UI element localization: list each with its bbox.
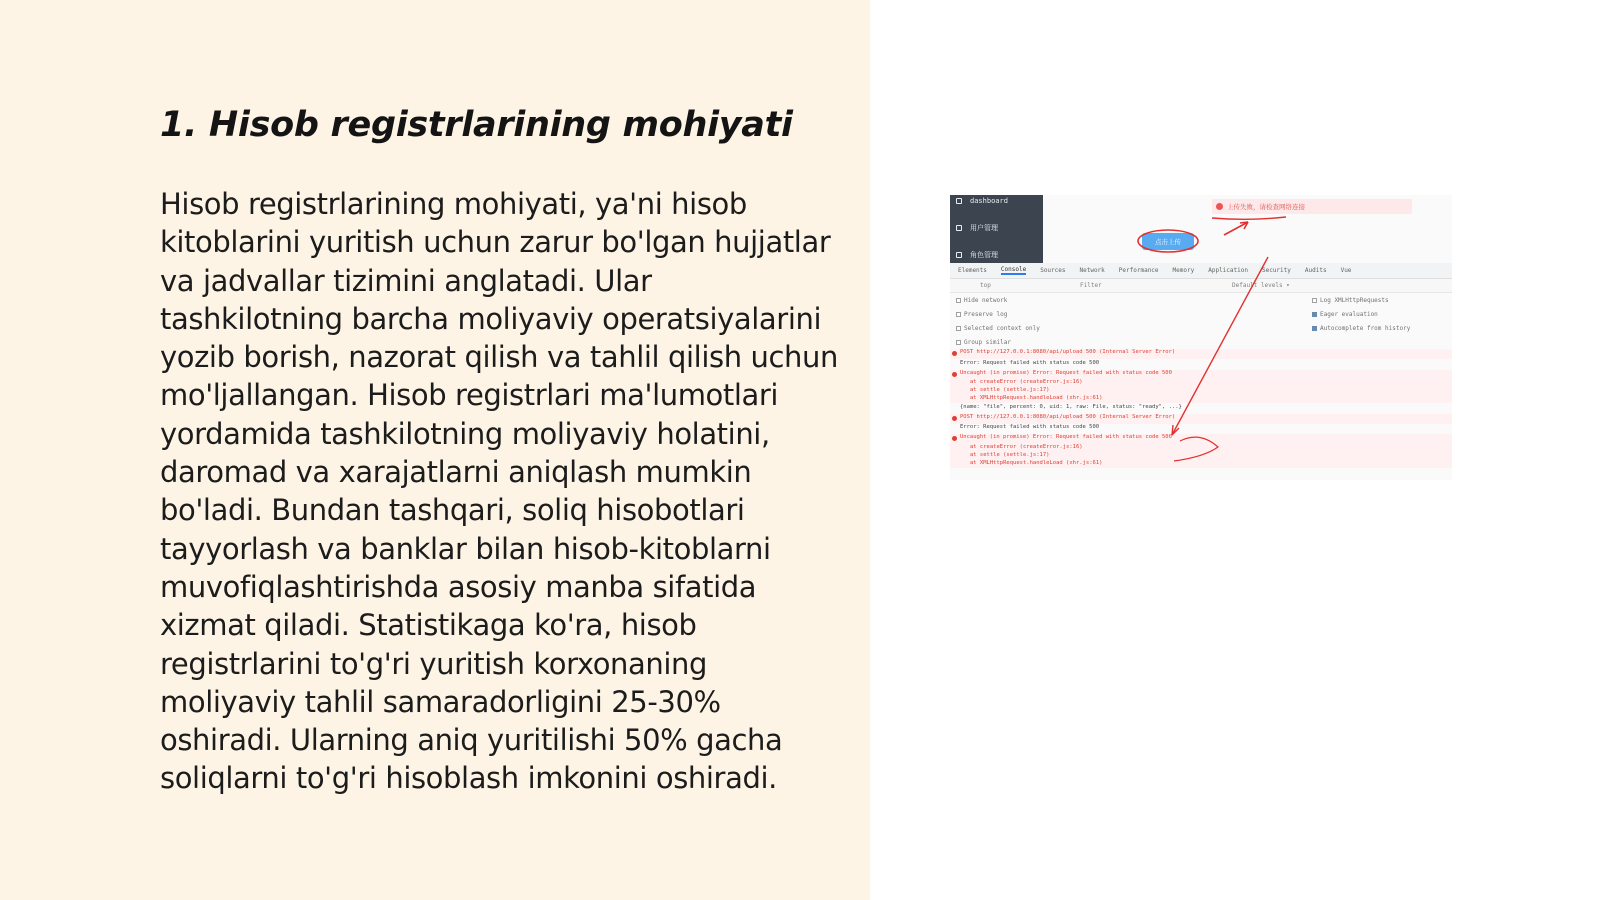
highlight-circle [1138,230,1198,252]
console-text: POST http://127.0.0.1:8080/api/upload 500 (Internal Server Error) [960,349,1176,355]
tab-vue: Vue [1340,267,1352,274]
setting-label: Preserve log [964,311,1008,318]
console-text: at XMLHttpRequest.handleLoad (xhr.js:61) [970,395,1103,401]
console-text: at createError (createError.js:16) [970,379,1083,385]
tab-network: Network [1079,267,1105,274]
tab-application: Application [1208,267,1248,274]
console-text: POST http://127.0.0.1:8080/api/upload 500 (Internal Server Error) [960,414,1176,420]
sidebar-item-label: 角色管理 [970,251,998,259]
setting-label: Log XMLHttpRequests [1320,297,1389,304]
tab-audits: Audits [1304,267,1327,274]
toast-text: 上传失败，请检查网络连接 [1227,203,1305,211]
console-text: at settle (settle.js:17) [970,452,1050,458]
tab-memory: Memory [1172,267,1195,274]
slide-body-text: Hisob registrlarining mohiyati, ya'ni hisob kitoblarini yuritish uchun zarur bo'lgan hujjatlar va jadvallar tizimini anglatadi. Ular tashkilotning barcha moliyaviy operatsiyalarini yozib borish, nazorat qilish va tahlil qilish uchun mo'ljallangan. Hisob registrlari ma'lumotlari yordamida tashkilotning moliyaviy holatini, daromad va xarajatlarni aniqlash mumkin bo'ladi. Bundan tashqari, soliq hisobotlari tayyorlash va banklar bilan hisob-kitoblarni muvofiqlashtirishda asosiy manba sifatida xizmat qiladi. Statistikaga ko'ra, hisob registrlarini to'g'ri yuritish korxonaning moliyaviy tahlil samaradorligini 25-30% oshiradi. Ularning aniq yuritilishi 50% gacha soliqlarni to'g'ri hisoblash imkonini oshiradi. [160,187,838,796]
setting-label: Eager evaluation [1320,311,1378,318]
sidebar-item-label: 用户管理 [970,224,998,232]
underline-mark [1212,217,1286,219]
annotation-overlay [950,195,1452,480]
upload-button: 点击上传 [1142,233,1194,250]
tab-elements: Elements [958,267,987,274]
console-text: Error: Request failed with status code 500 [960,360,1100,366]
tab-performance: Performance [1118,267,1159,274]
console-text: at XMLHttpRequest.handleLoad (xhr.js:61) [970,460,1103,466]
sidebar-item-label: dashboard [970,197,1008,205]
context-select: top [980,282,991,289]
console-text: {name: "file", percent: 0, uid: 1, raw: File, status: "ready", ...} [960,404,1182,410]
level-select: Default levels ▾ [1232,282,1290,289]
slide-title: 1. Hisob registrlarining mohiyati [160,105,793,145]
tab-security: Security [1261,267,1291,274]
filter-input: Filter [1080,282,1102,289]
console-text: at settle (settle.js:17) [970,387,1050,393]
scribble-mark [1174,437,1218,461]
console-text: at createError (createError.js:16) [970,444,1083,450]
setting-label: Hide network [964,297,1008,304]
embedded-devtools-screenshot [950,195,1452,480]
tab-console: Console [1000,266,1027,273]
console-text: Uncaught (in promise) Error: Request failed with status code 500 [960,434,1172,440]
setting-label: Selected context only [964,325,1040,332]
console-text: Uncaught (in promise) Error: Request failed with status code 500 [960,370,1172,376]
arrow-head [1172,425,1179,435]
long-arrow [1172,257,1268,435]
tab-sources: Sources [1040,267,1066,274]
setting-label: Group similar [964,339,1011,346]
console-text: Error: Request failed with status code 500 [960,424,1100,430]
setting-label: Autocomplete from history [1320,325,1411,332]
